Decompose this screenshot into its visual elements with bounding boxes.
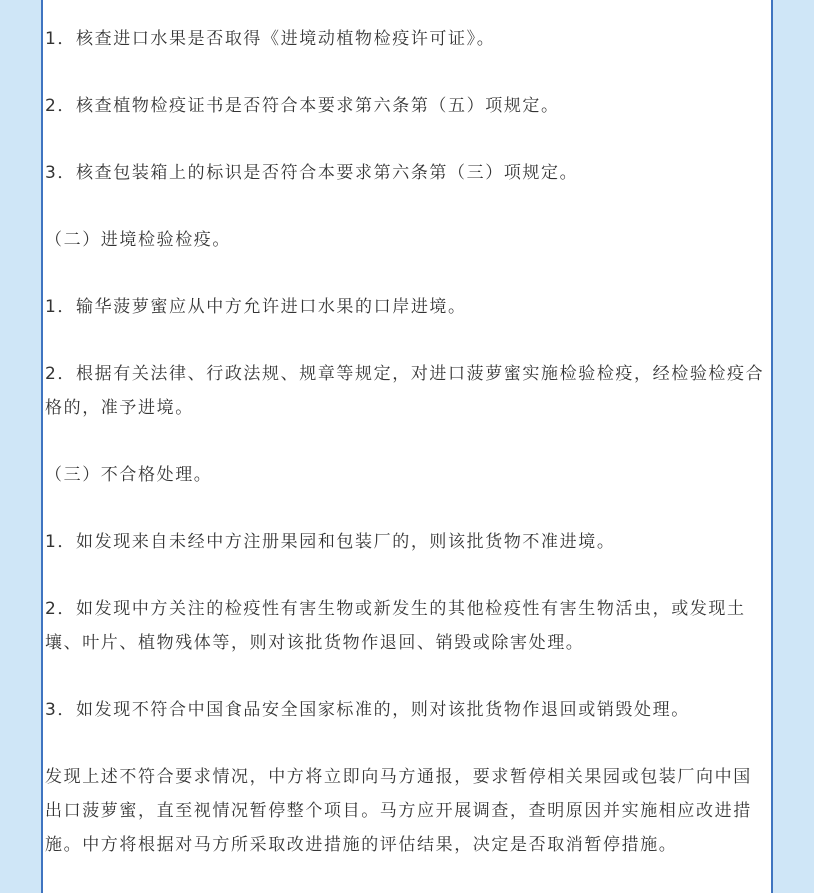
section-heading-noncompliance: （三）不合格处理。 bbox=[45, 465, 213, 485]
paragraph-unregistered: 1．如发现来自未经中方注册果园和包装厂的，则该批货物不准进境。 bbox=[45, 532, 616, 552]
section-heading-inspection: （二）进境检验检疫。 bbox=[45, 230, 231, 250]
paragraph-inspection-rules: 2．根据有关法律、行政法规、规章等规定，对进口菠萝蜜实施检验检疫，经检验检疫合格的，准予进境。 bbox=[45, 364, 765, 418]
paragraph-check-permit: 1．核查进口水果是否取得《进境动植物检疫许可证》。 bbox=[45, 29, 496, 49]
paragraph-suspension: 发现上述不符合要求情况，中方将立即向马方通报，要求暂停相关果园或包装厂向中国出口菠萝蜜，直至视情况暂停整个项目。马方应开展调查，查明原因并实施相应改进措施。中方将根据对马方所采取改进措施的评估结果，决定是否取消暂停措施。 bbox=[45, 767, 752, 855]
paragraph-food-safety: 3．如发现不符合中国食品安全国家标准的，则对该批货物作退回或销毁处理。 bbox=[45, 700, 690, 720]
paragraph-pests: 2．如发现中方关注的检疫性有害生物或新发生的其他检疫性有害生物活虫，或发现土壤、叶片、植物残体等，则对该批货物作退回、销毁或除害处理。 bbox=[45, 599, 746, 653]
paragraph-check-certificate: 2．核查植物检疫证书是否符合本要求第六条第（五）项规定。 bbox=[45, 96, 560, 116]
article-body bbox=[41, 0, 773, 893]
paragraph-check-label: 3．核查包装箱上的标识是否符合本要求第六条第（三）项规定。 bbox=[45, 163, 579, 183]
paragraph-port-entry: 1．输华菠萝蜜应从中方允许进口水果的口岸进境。 bbox=[45, 297, 467, 317]
